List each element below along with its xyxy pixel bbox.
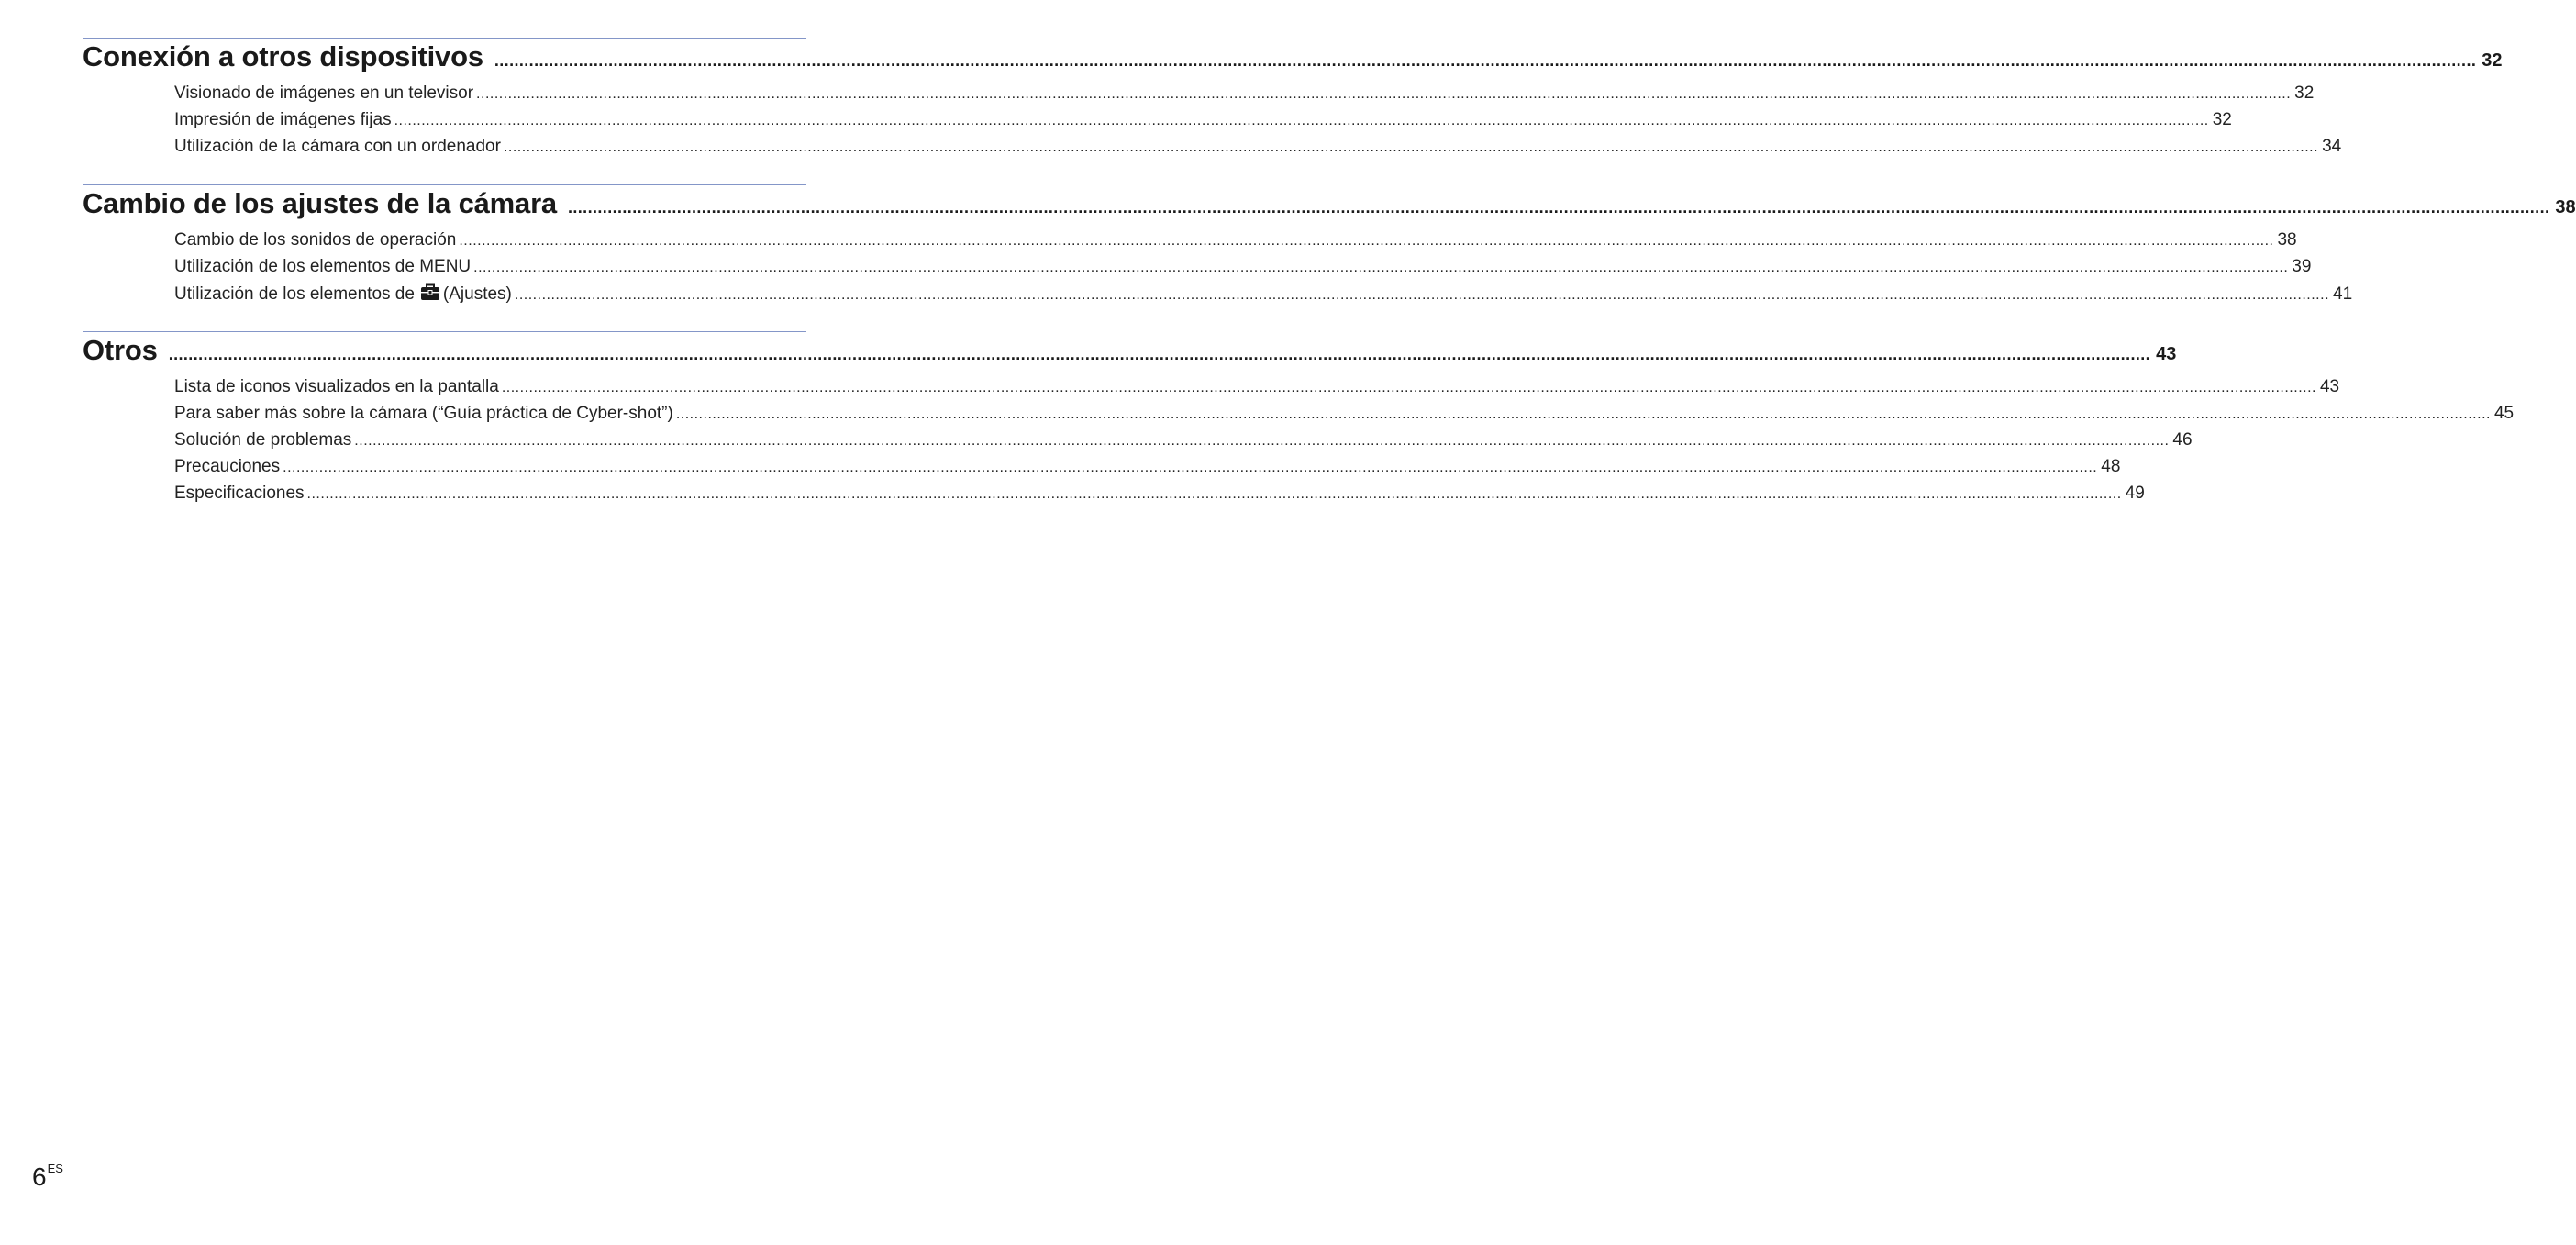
leader-dots: ................................................................................................................................................................................................................................................................................................................................................................................................................ — [473, 260, 2289, 275]
entry-title — [174, 257, 471, 277]
toc-section — [83, 38, 2503, 163]
toc-entry[interactable] — [174, 83, 2315, 110]
toc-entry[interactable] — [174, 283, 2353, 310]
entry-title-text: Utilización de los elementos de MENU — [174, 257, 472, 276]
section-title: Cambio de los ajustes de la cámara — [83, 187, 557, 219]
entry-title — [174, 230, 456, 250]
toc-entry[interactable] — [174, 230, 2297, 257]
toc-entry[interactable] — [174, 377, 2340, 404]
entry-title-text: Especificaciones — [174, 484, 305, 503]
leader-dots: ................................................................................................................................................................................................................................................................................................................................................................................................................ — [675, 406, 2491, 422]
language-code: ES — [47, 1162, 63, 1175]
entry-list — [83, 78, 2342, 163]
leader-dots: ................................................................................................................................................................................................................................................................................................................................................................................................................ — [306, 486, 2122, 502]
page-number: 6 — [32, 1162, 47, 1191]
entry-title — [174, 110, 392, 130]
table-of-contents — [83, 38, 2576, 531]
leader-dots: ................................................................................................................................................................................................................................................................................................................................................................................................................ — [476, 86, 2292, 102]
toc-entry[interactable] — [174, 457, 2121, 484]
leader-dots: ................................................................................................................................................................................................................................................................................................................................................................................................................ — [354, 433, 2170, 449]
entry-page-number: 32 — [2294, 83, 2315, 103]
toc-entry[interactable] — [174, 430, 2193, 457]
leader-dots: ................................................................................................................................................................................................................................................................................................................................................................................................................ — [394, 113, 2209, 128]
leader-dots: ................................................................................................................................................................................................................................................................................................................................................................................................................ — [283, 460, 2098, 475]
section-heading[interactable] — [83, 39, 2503, 78]
entry-title-text: Cambio de los sonidos de operación — [174, 230, 457, 250]
entry-title — [174, 430, 351, 450]
entry-title — [174, 377, 499, 397]
entry-page-number: 34 — [2322, 137, 2342, 156]
toc-entry[interactable] — [174, 257, 2312, 283]
entry-page-number: 38 — [2277, 230, 2297, 250]
leader-dots: ................................................................................................................................................................................................................................................................................................................................................................................................................ — [168, 345, 2151, 363]
entry-title — [174, 283, 512, 306]
entry-page-number: 48 — [2101, 457, 2121, 476]
toc-section — [83, 331, 2515, 510]
entry-page-number: 46 — [2172, 430, 2193, 450]
leader-dots: ................................................................................................................................................................................................................................................................................................................................................................................................................ — [459, 233, 2274, 249]
entry-title — [174, 404, 673, 424]
page-footer — [32, 1162, 63, 1192]
entry-title-text: Para saber más sobre la cámara (“Guía práctica de Cyber-shot”) — [174, 404, 673, 423]
leader-dots: ................................................................................................................................................................................................................................................................................................................................................................................................................ — [567, 198, 2550, 217]
entry-list — [83, 372, 2515, 510]
entry-title-suffix: (Ajustes) — [442, 284, 512, 304]
toolbox-icon — [420, 283, 440, 306]
leader-dots: ................................................................................................................................................................................................................................................................................................................................................................................................................ — [503, 139, 2319, 155]
entry-title-text: Visionado de imágenes en un televisor — [174, 83, 474, 103]
section-heading[interactable] — [83, 185, 2576, 225]
entry-title-text: Solución de problemas — [174, 430, 352, 450]
entry-list — [83, 225, 2353, 310]
entry-page-number: 41 — [2333, 284, 2353, 304]
entry-page-number: 45 — [2493, 404, 2515, 423]
toc-section — [83, 184, 2576, 310]
entry-title — [174, 137, 501, 157]
entry-page-number: 32 — [2212, 110, 2232, 129]
entry-page-number: 49 — [2125, 484, 2145, 503]
section-page-number: 32 — [2482, 50, 2503, 71]
toc-entry[interactable] — [174, 110, 2232, 137]
entry-title-text: Impresión de imágenes fijas — [174, 110, 392, 129]
leader-dots: ................................................................................................................................................................................................................................................................................................................................................................................................................ — [501, 380, 2316, 395]
section-heading[interactable] — [83, 332, 2177, 372]
entry-title — [174, 484, 305, 504]
entry-title-text: Lista de iconos visualizados en la pantalla — [174, 377, 499, 396]
entry-title — [174, 457, 280, 477]
entry-title-text: Utilización de los elementos de — [174, 284, 415, 304]
leader-dots: ................................................................................................................................................................................................................................................................................................................................................................................................................ — [494, 51, 2477, 70]
section-title: Otros — [83, 334, 158, 366]
toc-entry[interactable] — [174, 484, 2145, 510]
entry-title-text: Utilización de la cámara con un ordenador — [174, 137, 501, 156]
entry-title — [174, 83, 473, 104]
toc-entry[interactable] — [174, 404, 2515, 430]
section-page-number: 43 — [2156, 344, 2177, 364]
entry-title-text: Precauciones — [174, 457, 281, 476]
section-title: Conexión a otros dispositivos — [83, 40, 483, 72]
entry-page-number: 43 — [2319, 377, 2340, 396]
leader-dots: ................................................................................................................................................................................................................................................................................................................................................................................................................ — [514, 287, 2330, 303]
section-page-number: 38 — [2555, 197, 2576, 217]
toc-entry[interactable] — [174, 137, 2342, 163]
entry-page-number: 39 — [2292, 257, 2312, 276]
